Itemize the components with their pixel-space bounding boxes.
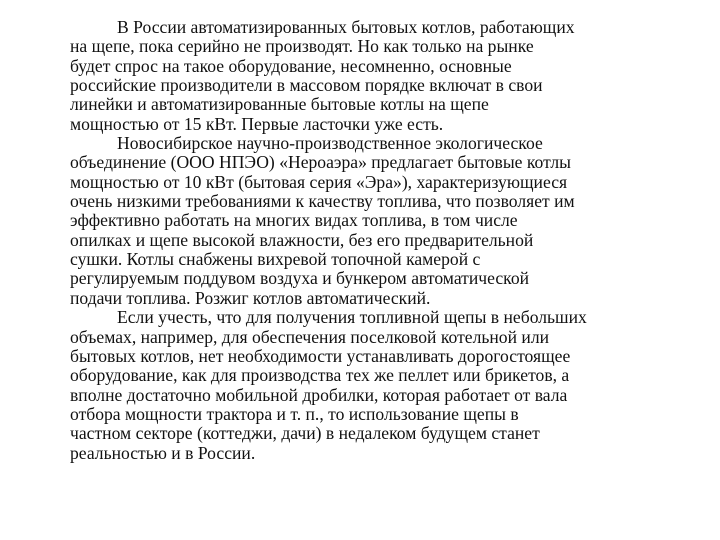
paragraph-line: оборудование, как для производства тех же пеллет или брикетов, а — [70, 365, 570, 386]
paragraph-line: бытовых котлов, нет необходимости устанавливать дорогостоящее — [70, 345, 571, 366]
paragraph-line: реальностью и в России. — [70, 442, 256, 463]
paragraph-line: опилках и щепе высокой влажности, без его предварительной — [70, 229, 534, 250]
document-text — [70, 18, 690, 463]
paragraph-line: В России автоматизированных бытовых котлов, работающих — [117, 17, 575, 37]
paragraph-line: российские производители в массовом порядке включат в свои — [70, 75, 543, 96]
paragraph-line: вполне достаточно мобильной дробилки, которая работает от вала — [70, 384, 568, 405]
paragraph-line: регулируемым поддувом воздуха и бункером автоматической — [70, 268, 530, 289]
paragraph-line: объемах, например, для обеспечения поселковой котельной или — [70, 326, 550, 347]
paragraph-2 — [70, 134, 690, 308]
paragraph-3 — [70, 308, 690, 463]
paragraph-line: будет спрос на такое оборудование, несомненно, основные — [70, 55, 512, 76]
paragraph-line: Новосибирское научно-производственное экологическое — [117, 133, 543, 154]
paragraph-line: отбора мощности трактора и т. п., то использование щепы в — [70, 403, 519, 424]
paragraph-line: линейки и автоматизированные бытовые котлы на щепе — [70, 94, 489, 115]
paragraph-line: мощностью от 15 кВт. Первые ласточки уже есть. — [70, 113, 444, 134]
paragraph-line: мощностью от 10 кВт (бытовая серия «Эра»), характеризующиеся — [70, 171, 568, 192]
paragraph-line: сушки. Котлы снабжены вихревой топочной камерой с — [70, 249, 481, 270]
paragraph-line: частном секторе (коттеджи, дачи) в недалеком будущем станет — [70, 423, 540, 444]
paragraph-line: подачи топлива. Розжиг котлов автоматический. — [70, 287, 431, 308]
paragraph-line: очень низкими требованиями к качеству топлива, что позволяет им — [70, 191, 575, 212]
paragraph-line: эффективно работать на многих видах топлива, в том числе — [70, 210, 518, 231]
paragraph-line: на щепе, пока серийно не производят. Но как только на рынке — [70, 36, 534, 57]
paragraph-line: Если учесть, что для получения топливной щепы в небольших — [117, 307, 587, 328]
paragraph-line: объединение (ООО НПЭО) «Нероаэра» предлагает бытовые котлы — [70, 152, 571, 173]
paragraph-1 — [70, 18, 690, 134]
